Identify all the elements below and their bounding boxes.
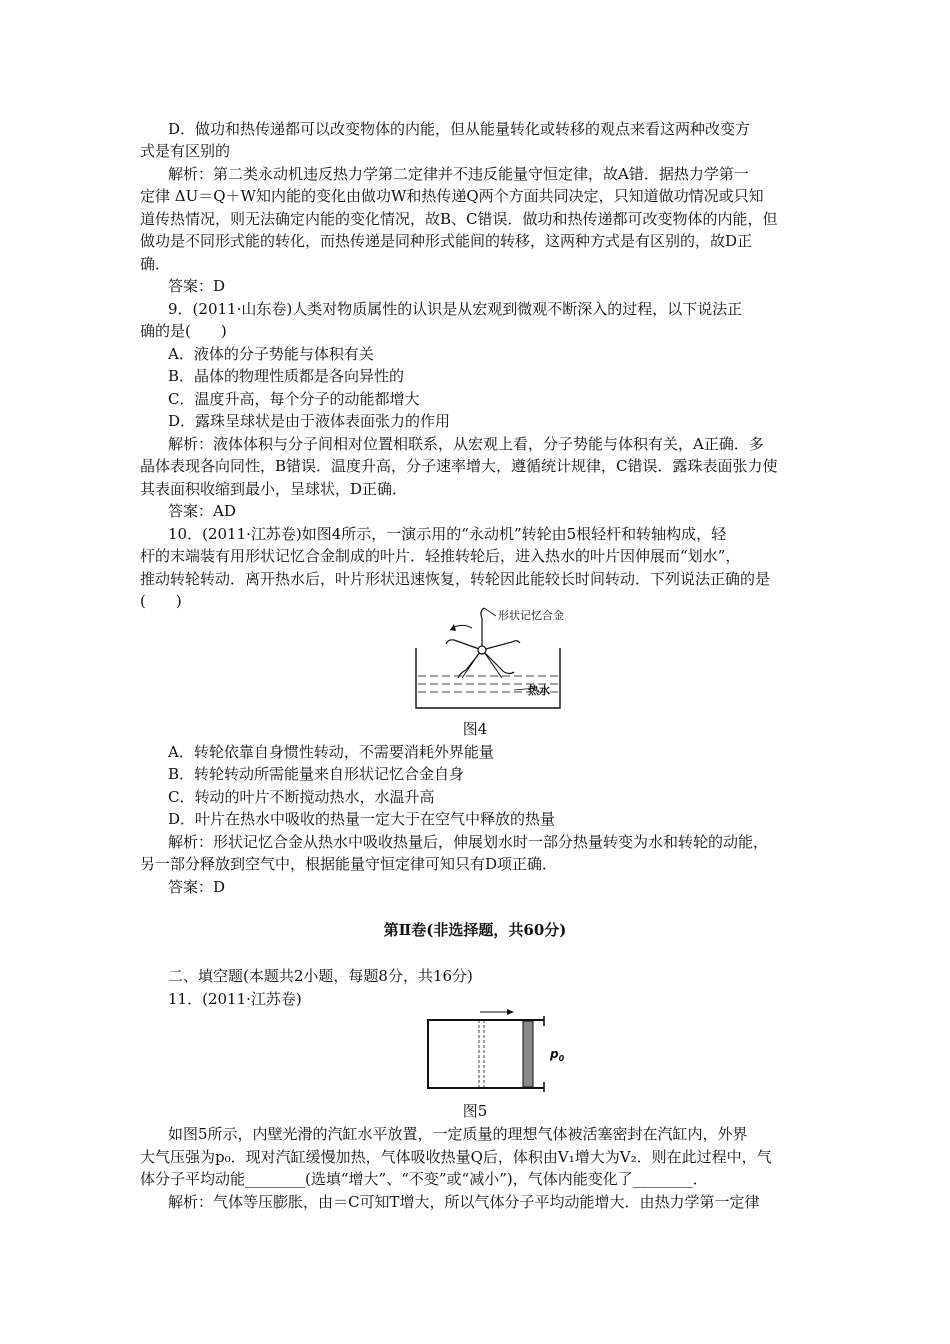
figure-5-diagram: [424, 1008, 574, 1094]
label-p0: [549, 1047, 565, 1063]
rotation-arrowhead: [450, 624, 456, 631]
q8-explanation-cont: 定律 ΔU＝Q＋W知内能的变化由做功W和热传递Q两个方面共同决定，只知道做功情况或只知: [140, 187, 764, 205]
q8-explanation: 解析：第二类永动机违反热力学第二定律并不违反能量守恒定律，故A错．据热力学第一: [168, 165, 749, 183]
section-2-header: 二、填空题(本题共2小题，每题8分，共16分): [168, 967, 473, 985]
q9-option-a: A．液体的分子势能与体积有关: [168, 345, 374, 363]
figure-5-caption: 图5: [462, 1102, 488, 1120]
alloy-blade: [512, 641, 520, 643]
q9-answer: 答案：AD: [168, 502, 236, 520]
q11-text: 如图5所示，内壁光滑的汽缸水平放置，一定质量的理想气体被活塞密封在汽缸内，外界: [168, 1125, 748, 1143]
q10-stem-cont: 推动转轮转动．离开热水后，叶片形状迅速恢复，转轮因此能较长时间转动．下列说法正确的是: [140, 570, 771, 588]
q10-option-a: A．转轮依靠自身惯性转动，不需要消耗外界能量: [168, 743, 494, 761]
q10-stem-cont: ( ): [140, 592, 182, 610]
q9-stem-cont: 确的是( ): [140, 322, 227, 340]
figure-4-diagram: [410, 604, 570, 716]
wheel-spoke: [482, 642, 512, 650]
label-p0-subscript: 0: [558, 1054, 565, 1063]
q11-explanation: 解析：气体等压膨胀，由＝C可知T增大，所以气体分子平均动能增大．由热力学第一定律: [168, 1193, 760, 1211]
q10-answer: 答案：D: [168, 878, 226, 896]
alloy-blade: [446, 640, 454, 644]
q8-explanation-cont: 道传热情况，则无法确定内能的变化情况，故B、C错误．做功和热传递都可改变物体的内能，但: [140, 210, 778, 228]
q10-explanation: 解析：形状记忆合金从热水中吸收热量后，伸展划水时一部分热量转变为水和转轮的动能，: [168, 833, 769, 851]
alloy-blade: [481, 608, 484, 618]
q8-option-d-cont: 式是有区别的: [140, 142, 231, 160]
label-p0-symbol: p: [550, 1047, 559, 1061]
q11-text-cont: 大气压强为p₀．现对汽缸缓慢加热，气体吸收热量Q后，体积由V₁增大为V₂．则在此过程中，气: [140, 1148, 772, 1166]
q10-stem-cont: 杆的末端装有用形状记忆合金制成的叶片．轻推转轮后，进入热水的叶片因伸展而“划水”，: [140, 547, 741, 565]
q10-explanation-cont: 另一部分释放到空气中，根据能量守恒定律可知只有D项正确．: [140, 855, 558, 873]
q8-option-d: D．做功和热传递都可以改变物体的内能，但从能量转化或转移的观点来看这两种改变方: [168, 120, 751, 138]
motion-arrowhead: [507, 1009, 514, 1015]
figure-4-caption: 图4: [462, 720, 488, 738]
wheel-stand: [484, 652, 502, 678]
q8-answer: 答案：D: [168, 277, 226, 295]
label-hot-water: 热水: [528, 684, 550, 697]
wheel-hub: [478, 646, 486, 654]
section-title: 第Ⅱ卷(非选择题，共60分): [383, 921, 567, 939]
q9-option-b: B．晶体的物理性质都是各向异性的: [168, 367, 405, 385]
q9-stem: 9．(2011·山东卷)人类对物质属性的认识是从宏观到微观不断深入的过程，以下说法正: [168, 300, 743, 318]
q9-explanation-cont: 其表面积收缩到最小，呈球状，D正确．: [140, 480, 408, 498]
q9-explanation: 解析：液体体积与分子间相对位置相联系，从宏观上看，分子势能与体积有关，A正确．多: [168, 435, 764, 453]
q11-stem: 11．(2011·江苏卷): [168, 990, 302, 1008]
q9-option-c: C．温度升高，每个分子的动能都增大: [168, 390, 420, 408]
wheel-spoke: [482, 650, 504, 672]
q9-option-d: D．露珠呈球状是由于液体表面张力的作用: [168, 412, 451, 430]
q10-stem: 10．(2011·江苏卷)如图4所示，一演示用的“永动机”转轮由5根轻杆和转轴构成，轻: [168, 525, 727, 543]
label-shape-memory-alloy: 形状记忆合金: [498, 609, 564, 622]
q8-explanation-cont: 做功是不同形式能的转化，而热传递是同种形式能间的转移，这两种方式是有区别的，故D正: [140, 232, 753, 250]
q10-option-d: D．叶片在热水中吸收的热量一定大于在空气中释放的热量: [168, 810, 556, 828]
label-leader: [484, 608, 496, 616]
q8-explanation-cont: 确．: [140, 255, 171, 273]
piston: [523, 1021, 533, 1087]
q10-option-b: B．转轮转动所需能量来自形状记忆合金自身: [168, 765, 465, 783]
q9-explanation-cont: 晶体表现各向同性，B错误．温度升高，分子速率增大，遵循统计规律，C错误．露珠表面张力使: [140, 457, 778, 475]
q10-option-c: C．转动的叶片不断搅动热水，水温升高: [168, 788, 435, 806]
alloy-blade: [504, 672, 514, 674]
q11-text-cont: 体分子平均动能________(选填“增大”、“不变”或“减小”)，气体内能变化了________．: [140, 1170, 708, 1188]
